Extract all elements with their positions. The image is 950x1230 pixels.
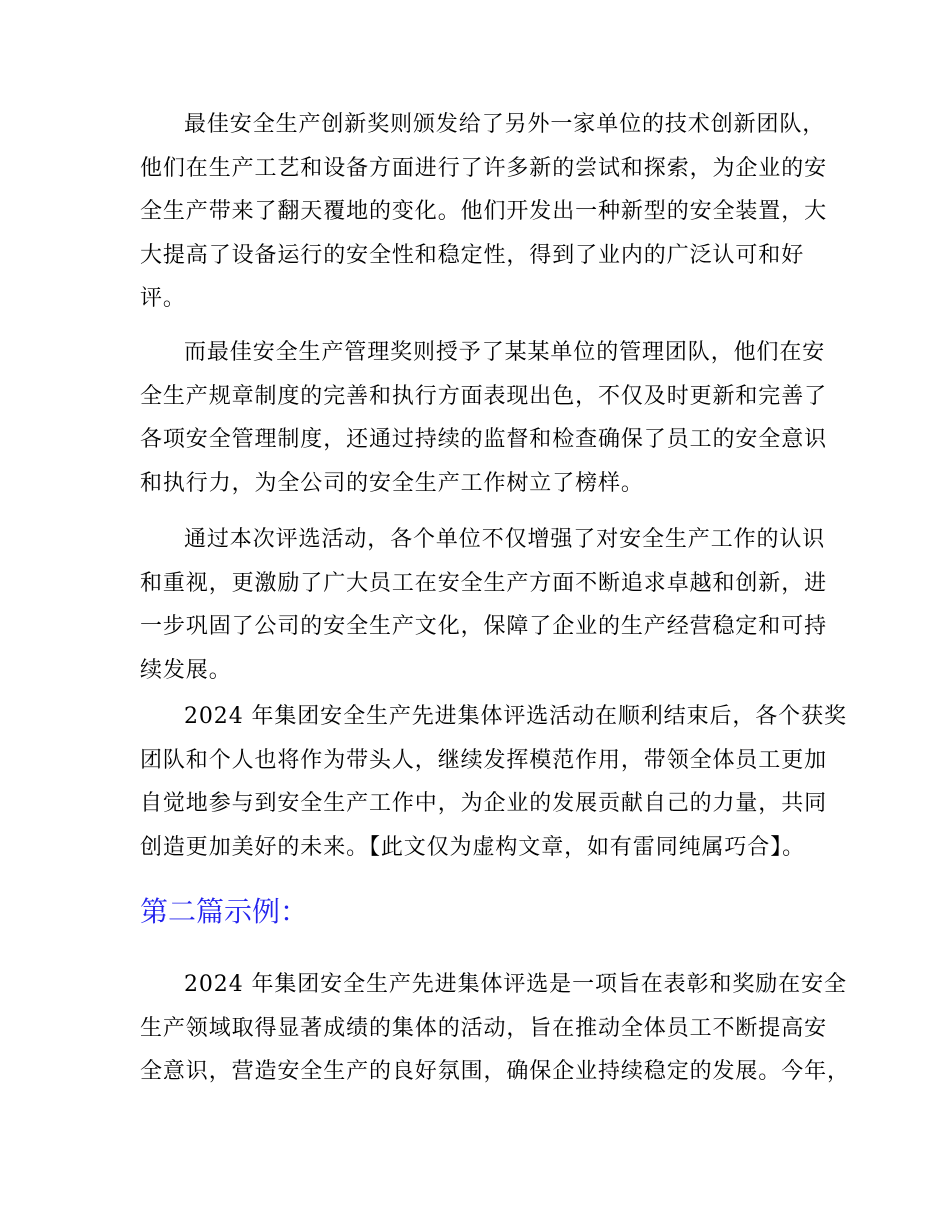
text-line: 最佳安全生产创新奖则颁发给了另外一家单位的技术创新团队， xyxy=(184,112,826,137)
text-line: 自觉地参与到安全生产工作中，为企业的发展贡献自己的力量，共同 xyxy=(140,791,828,816)
text-line: 和重视，更激励了广大员工在安全生产方面不断追求卓越和创新，进 xyxy=(140,570,828,596)
paragraph-evaluation-impact xyxy=(140,518,840,692)
text-line: 各项安全管理制度，还通过持续的监督和检查确保了员工的安全意识 xyxy=(140,427,828,452)
paragraph-conclusion xyxy=(140,695,847,869)
paragraph-innovation-award xyxy=(140,103,840,321)
text-line: 生产领域取得显著成绩的集体的活动，旨在推动全体员工不断提高安 xyxy=(140,1015,828,1041)
text-line: 和执行力，为全公司的安全生产工作树立了榜样。 xyxy=(140,470,644,496)
text-line: 2024 年集团安全生产先进集体评选是一项旨在表彰和奖励在安全 xyxy=(184,972,847,997)
text-line: 全生产规章制度的完善和执行方面表现出色，不仅及时更新和完善了 xyxy=(140,383,828,409)
section-heading: 第二篇示例： xyxy=(140,895,309,928)
paragraph-second-example-intro xyxy=(140,963,850,1094)
text-line: 续发展。 xyxy=(140,657,232,683)
text-line: 而最佳安全生产管理奖则授予了某某单位的管理团队，他们在安 xyxy=(184,340,826,365)
text-line: 2024 年集团安全生产先进集体评选活动在顺利结束后，各个获奖 xyxy=(184,704,847,729)
text-line: 全意识，营造安全生产的良好氛围，确保企业持续稳定的发展。今年， xyxy=(140,1059,850,1084)
text-line: 一步巩固了公司的安全生产文化，保障了企业的生产经营稳定和可持 xyxy=(140,614,828,639)
text-line: 通过本次评选活动，各个单位不仅增强了对安全生产工作的认识 xyxy=(184,527,826,552)
text-line: 团队和个人也将作为带头人，继续发挥模范作用，带领全体员工更加 xyxy=(140,747,828,773)
paragraph-management-award xyxy=(140,331,840,505)
text-line: 创造更加美好的未来。【此文仅为虚构文章，如有雷同纯属巧合】。 xyxy=(140,834,806,860)
text-line: 大提高了设备运行的安全性和稳定性，得到了业内的广泛认可和好 xyxy=(140,242,805,268)
text-line: 评。 xyxy=(140,286,186,311)
text-line: 他们在生产工艺和设备方面进行了许多新的尝试和探索，为企业的安 xyxy=(140,155,828,181)
text-line: 全生产带来了翻天覆地的变化。他们开发出一种新型的安全装置，大 xyxy=(140,199,828,224)
